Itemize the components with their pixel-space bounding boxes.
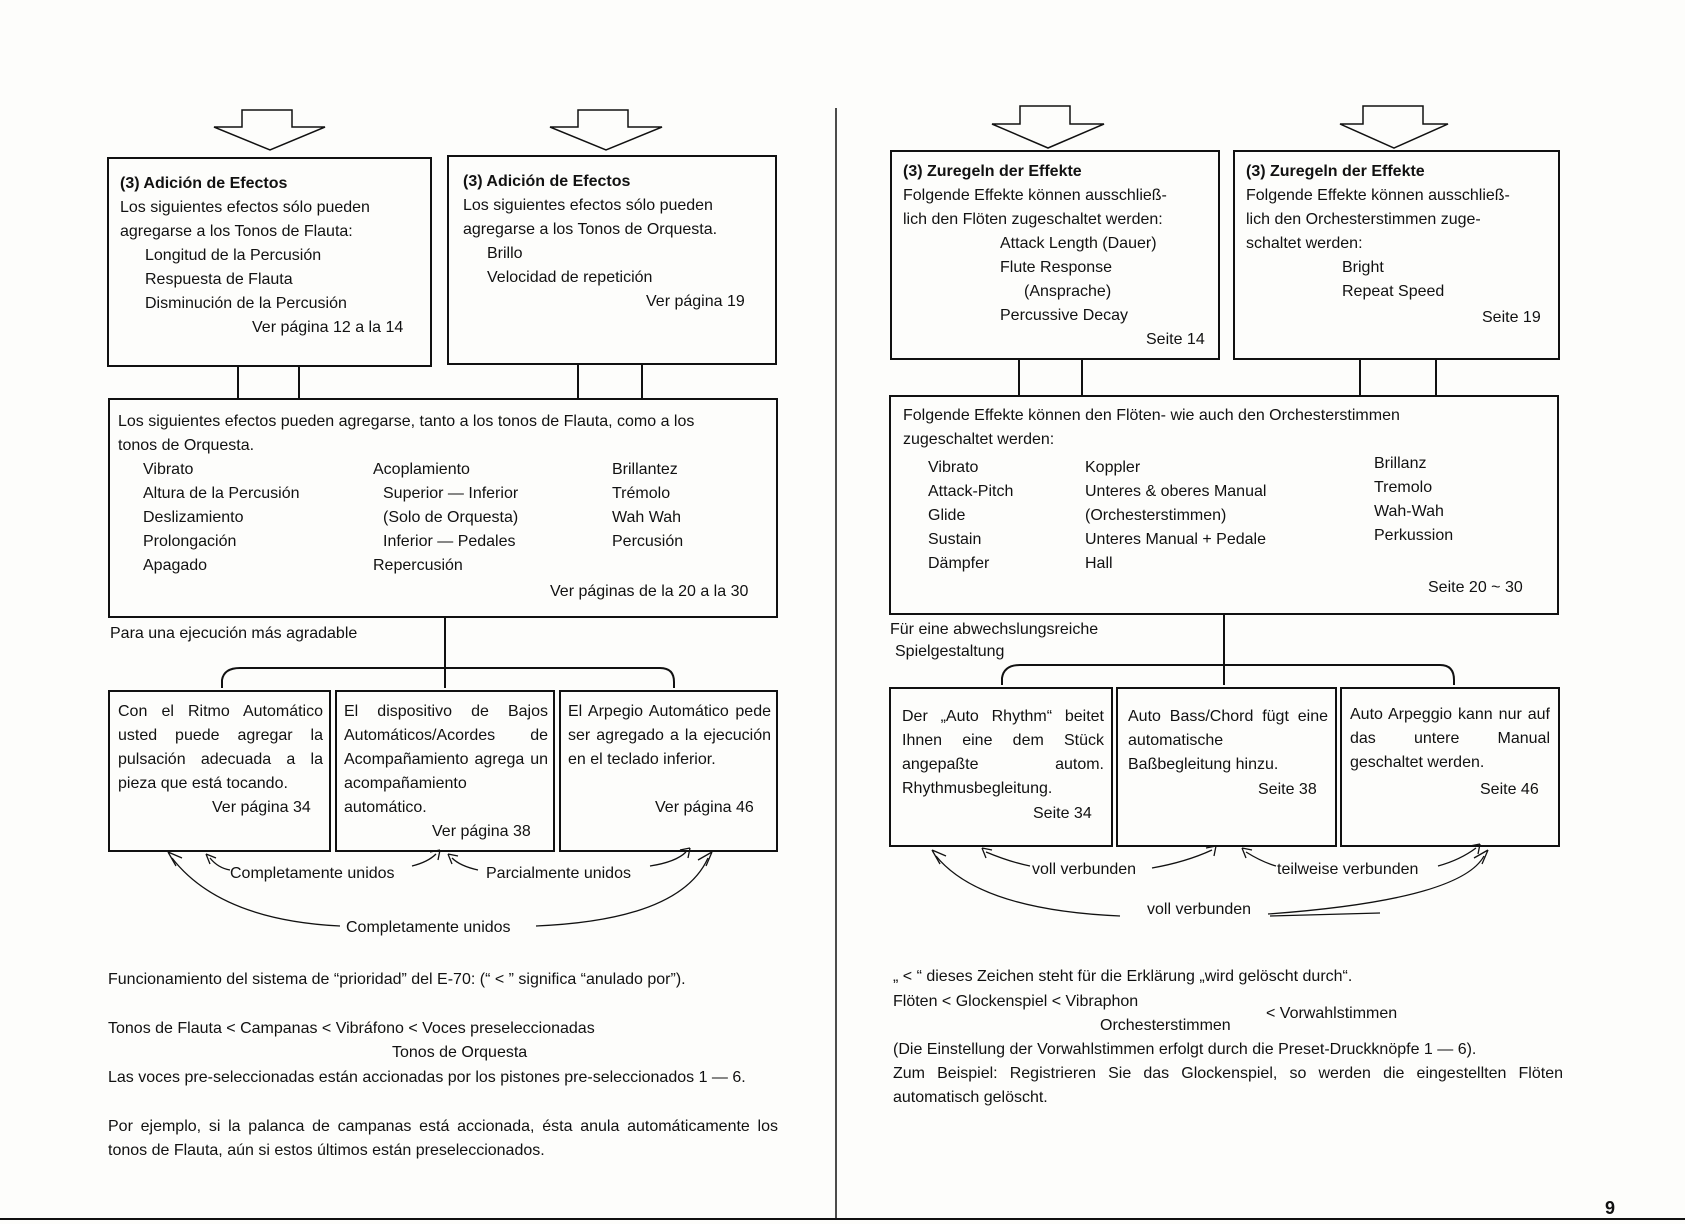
spanish-both-col3: Trémolo [612, 485, 671, 502]
german-rhythm-text: Der „Auto Rhythm“ beitet Ihnen eine dem Stück angepaßte autom. Rhythmusbegleitung. [902, 708, 1104, 797]
german-both-col1: Vibrato [928, 459, 979, 476]
german-caption: Spielgestaltung [895, 643, 1005, 660]
spanish-both-line2: tonos de Orquesta. [118, 437, 255, 454]
german-both-col1: Attack-Pitch [928, 483, 1014, 500]
german-both-col3: Wah-Wah [1374, 503, 1444, 520]
spanish-both-col3: Brillantez [612, 461, 678, 478]
german-floeten-line2: lich den Flöten zugeschaltet werden: [903, 211, 1163, 228]
spanish-orquesta-heading: (3) Adición de Efectos [463, 173, 631, 190]
german-orchester-item: Repeat Speed [1342, 283, 1445, 300]
spanish-flauta-heading: (3) Adición de Efectos [120, 175, 288, 192]
german-note-chain-sub: Orchesterstimmen [1100, 1017, 1231, 1034]
spanish-flauta-item: Respuesta de Flauta [145, 271, 293, 288]
german-both-line1: Folgende Effekte können den Flöten- wie auch den Orchesterstimmen [903, 407, 1400, 424]
spanish-label-full1: Completamente unidos [230, 865, 395, 882]
german-both-col2: Unteres & oberes Manual [1085, 483, 1267, 500]
spanish-flauta-line2: agregarse a los Tonos de Flauta: [120, 223, 353, 240]
spanish-flauta-item: Longitud de la Percusión [145, 247, 322, 264]
german-floeten-item: Attack Length (Dauer) [1000, 235, 1157, 252]
german-rhythm-ref: Seite 34 [1033, 805, 1092, 822]
spanish-caption: Para una ejecución más agradable [110, 625, 358, 642]
spanish-flauta-item: Disminución de la Percusión [145, 295, 347, 312]
german-both-col1: Dämpfer [928, 555, 990, 572]
german-both-ref: Seite 20 ~ 30 [1428, 579, 1523, 596]
spanish-note-chain: Tonos de Flauta < Campanas < Vibráfono < Voces preseleccionadas [108, 1020, 595, 1037]
spanish-label-partial: Parcialmente unidos [486, 865, 631, 882]
spanish-rhythm-ref: Ver página 34 [212, 799, 311, 816]
german-floeten-ref: Seite 14 [1146, 331, 1205, 348]
german-both-line2: zugeschaltet werden: [903, 431, 1055, 448]
german-bass-ref: Seite 38 [1258, 781, 1317, 798]
spanish-both-col1: Apagado [143, 557, 208, 574]
spanish-label-full2: Completamente unidos [346, 919, 511, 936]
spanish-flauta-line1: Los siguientes efectos sólo pueden [120, 199, 370, 216]
spanish-both-col1: Prolongación [143, 533, 237, 550]
spanish-both-col2: Superior — Inferior [383, 485, 519, 502]
spanish-both-col1: Vibrato [143, 461, 194, 478]
spanish-both-line1: Los siguientes efectos pueden agregarse, tanto a los tonos de Flauta, como a los [118, 413, 695, 430]
german-orchester-line2: lich den Orchesterstimmen zuge- [1246, 211, 1481, 228]
spanish-both-col2: Acoplamiento [373, 461, 470, 478]
spanish-both-col1: Altura de la Percusión [143, 485, 300, 502]
german-both-col2: Hall [1085, 555, 1113, 572]
spanish-arpeggio-ref: Ver página 46 [655, 799, 754, 816]
german-floeten-item: (Ansprache) [1024, 283, 1112, 300]
german-note-p2: (Die Einstellung der Vorwahlstimmen erfolgt durch die Preset-Druckknöpfe 1 — 6). [893, 1041, 1477, 1058]
spanish-note-p2: Las voces pre-seleccionadas están accionadas por los pistones pre-seleccionados 1 — 6. [108, 1069, 746, 1086]
spanish-orquesta-line2: agregarse a los Tonos de Orquesta. [463, 221, 718, 238]
german-label-partial: teilweise verbunden [1277, 861, 1419, 878]
german-caption: Für eine abwechslungsreiche [890, 621, 1099, 638]
spanish-note-chain-sub: Tonos de Orquesta [392, 1044, 528, 1061]
spanish-both-col3: Wah Wah [612, 509, 682, 526]
spanish-both-col3: Percusión [612, 533, 684, 550]
spanish-orquesta-line1: Los siguientes efectos sólo pueden [463, 197, 713, 214]
german-both-col2: Koppler [1085, 459, 1141, 476]
german-both-col3: Brillanz [1374, 455, 1427, 472]
spanish-orquesta-item: Brillo [487, 245, 523, 262]
spanish-note-p1: Funcionamiento del sistema de “prioridad” del E-70: (“ < ” significa “anulado por”). [108, 971, 686, 988]
spanish-orquesta-item: Velocidad de repetición [487, 269, 653, 286]
spanish-flauta-ref: Ver página 12 a la 14 [252, 319, 404, 336]
spanish-both-ref: Ver páginas de la 20 a la 30 [550, 583, 749, 600]
german-floeten-item: Percussive Decay [1000, 307, 1129, 324]
spanish-both-col2: Inferior — Pedales [383, 533, 516, 550]
spanish-both-col2: Repercusión [373, 557, 463, 574]
spanish-orquesta-ref: Ver página 19 [646, 293, 745, 310]
spanish-both-col2: (Solo de Orquesta) [383, 509, 519, 526]
german-label-full2: voll verbunden [1147, 901, 1252, 918]
german-bass-text: Auto Bass/Chord fügt eine automatische Baßbegleitung hinzu. [1128, 708, 1328, 773]
german-floeten-item: Flute Response [1000, 259, 1113, 276]
spanish-arpeggio-text: El Arpegio Automático pede ser agregado a la ejecución en el teclado inferior. [568, 703, 771, 768]
german-floeten-line1: Folgende Effekte können ausschließ- [903, 187, 1167, 204]
spanish-rhythm-text: Con el Ritmo Automático usted puede agregar la pulsación adecuada a la pieza que está tocando. [118, 703, 323, 792]
german-floeten-heading: (3) Zuregeln der Effekte [903, 163, 1082, 180]
spanish-note-p3: Por ejemplo, si la palanca de campanas está accionada, ésta anula automáticamente los tonos de Flauta, aún si estos últimos están preseleccionados. [108, 1118, 778, 1159]
german-note-p1: „ < “ dieses Zeichen steht für die Erklärung „wird gelöscht durch“. [893, 968, 1353, 985]
german-both-col3: Perkussion [1374, 527, 1454, 544]
page-number: 9 [1605, 1198, 1616, 1218]
german-label-full1: voll verbunden [1032, 861, 1137, 878]
german-both-col2: (Orchesterstimmen) [1085, 507, 1227, 524]
german-orchester-line3: schaltet werden: [1246, 235, 1363, 252]
german-arpeggio-text: Auto Arpeggio kann nur auf das untere Manual geschaltet werden. [1350, 706, 1550, 771]
german-note-p3: Zum Beispiel: Registrieren Sie das Glockenspiel, so werden die eingestellten Flöten automatisch gelöscht. [893, 1065, 1563, 1106]
german-orchester-ref: Seite 19 [1482, 309, 1541, 326]
german-orchester-line1: Folgende Effekte können ausschließ- [1246, 187, 1510, 204]
german-both-col1: Sustain [928, 531, 982, 548]
german-orchester-heading: (3) Zuregeln der Effekte [1246, 163, 1425, 180]
german-both-col2: Unteres Manual + Pedale [1085, 531, 1266, 548]
spanish-bass-text: El dispositivo de Bajos Automáticos/Acordes de Acompañamiento agrega un acompañamiento automático. [344, 703, 548, 816]
german-orchester-item: Bright [1342, 259, 1384, 276]
spanish-bass-ref: Ver página 38 [432, 823, 531, 840]
german-arpeggio-ref: Seite 46 [1480, 781, 1539, 798]
german-both-col1: Glide [928, 507, 966, 524]
german-note-chain1: Flöten < Glockenspiel < Vibraphon [893, 993, 1139, 1010]
german-note-chain-end: < Vorwahlstimmen [1266, 1005, 1398, 1022]
spanish-both-col1: Deslizamiento [143, 509, 244, 526]
german-both-col3: Tremolo [1374, 479, 1433, 496]
